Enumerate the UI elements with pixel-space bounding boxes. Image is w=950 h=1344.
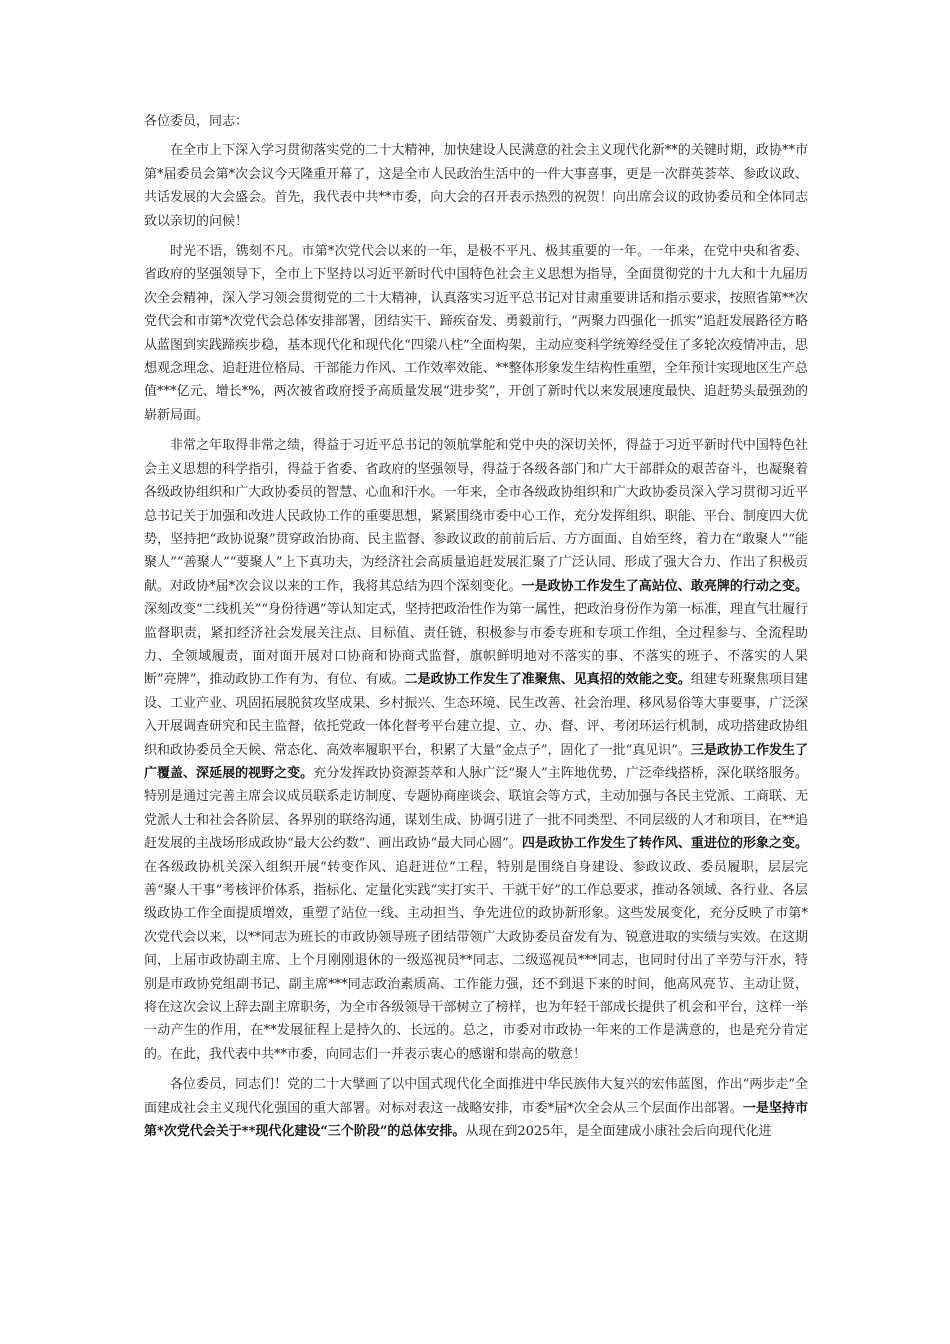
bold-heading-text: 一是坚持市第*次党代会关于**现代化建设“三个阶段”的总体安排。 [144,1100,808,1140]
paragraph [144,1073,808,1143]
paragraph-text: 非常之年取得非常之绩，得益于习近平总书记的领航掌舵和党中央的深切关怀，得益于习近平新时代中国特色社会主义思想的科学指引，得益于省委、省政府的坚强领导，得益于各级各部门和广大干部群众的艰苦奋斗，也凝聚着各级政协组织和广大政协委员的智慧、心血和汗水。一年来，全市各级政协组织和广大政协委员深入学习贯彻习近平总书记关于加强和改进人民政协工作的重要思想，紧紧围绕市委中心工作，充分发挥组织、职能、平台、制度四大优势，坚持把“政协说聚”贯穿政治协商、民主监督、参政议政的前前后后、方方面面、自始至终，着力在“敢聚人”“能聚人”“善聚人”“要聚人”上下真功夫，为经济社会高质量追赶发展汇聚了广泛认同、形成了强大合力、作出了积极贡献。对政协*届*次会议以来的工作，我将其总结为四个深刻变化。 [144,438,808,594]
paragraph-list [144,139,808,1143]
paragraph-text: 时光不语，镌刻不凡。市第*次党代会以来的一年，是极不平凡、极其重要的一年。一年来，在党中央和省委、省政府的坚强领导下，全市上下坚持以习近平新时代中国特色社会主义思想为指导，全面贯彻党的十九大和十九届历次全会精神，深入学习领会贯彻党的二十大精神，认真落实习近平总书记对甘肃重要讲话和指示要求，按照省第**次党代会和市第*次党代会总体安排部署，团结实干、蹄疾奋发、勇毅前行，“两聚力四强化一抓实”追赶发展路径方略从蓝图到实践蹄疾步稳，基本现代化和现代化“四梁八柱”全面构架，主动应变科学统筹经受住了多轮次疫情冲击，思想观念理念、追赶进位格局、干部能力作风、工作效率效能、**整体形象发生结构性重塑，全年预计实现地区生产总值***亿元、增长*%，两次被省政府授予高质量发展“进步奖”，开创了新时代以来发展速度最快、追赶势头最强劲的崭新局面。 [144,244,808,423]
paragraph-text: 各位委员，同志们！党的二十大擘画了以中国式现代化全面推进中华民族伟大复兴的宏伟蓝图，作出“两步走”全面建成社会主义现代化强国的重大部署。对标对表这一战略安排，市委*届*次全会从三个层面作出部署。 [144,1077,808,1116]
bold-heading-text: 二是政协工作发生了准聚焦、见真招的效能之变。 [404,672,691,688]
bold-heading-text: 三是政协工作发生了广覆盖、深延展的视野之变。 [144,742,808,781]
paragraph-text: 充分发挥政协资源荟萃和人脉广泛“聚人”主阵地优势，广泛牵线搭桥，深化联络服务。特别是通过完善主席会议成员联系走访制度、专题协商座谈会、联谊会等方式，主动加强与各民主党派、工商联、无党派人士和社会各阶层、各界别的联络沟通，谋划生成、协调引进了一批不同类型、不同层级的人才和项目，在**追赶发展的主战场形成政协“最大公约数”、画出政协“最大同心圆”。 [144,765,808,852]
paragraph [144,434,808,1066]
paragraph-text: 组建专班聚焦项目建设、工业产业、巩固拓展脱贫攻坚成果、乡村振兴、生态环境、民生改善、社会治理、移风易俗等大事要事，广泛深入开展调查研究和民主监督，依托党政一体化督考平台建立提、立、办、督、评、考闭环运行机制，成功搭建政协组织和政协委员全天候、常态化、高效率履职平台，积累了大量“金点子”，固化了一批“真见识”。 [144,672,808,758]
bold-heading-text: 一是政协工作发生了高站位、敢亮牌的行动之变。 [521,578,808,594]
paragraph-text: 从现在到2025年，是全面建成小康社会后向现代化进 [465,1124,772,1140]
paragraph [144,240,808,427]
paragraph-text: 深刻改变“二线机关”“身份待遇”等认知定式，坚持把政治性作为第一属性，把政治身份作为第一标准，理直气壮履行监督职责，紧扣经济社会发展关注点、目标值、责任链，积极参与市委专班和专项工作组，全过程参与、全流程助力、全领域履责，面对面开展对口协商和协商式监督，旗帜鲜明地对不落实的事、不落实的班子、不落实的人果断“亮牌”，推动政协工作有为、有位、有威。 [144,602,808,688]
paragraph [144,139,808,233]
paragraph-text: 在各级政协机关深入组织开展“转变作风、追赶进位”工程，特别是围绕自身建设、参政议政、委员履职，层层完善“聚人干事”考核评价体系，指标化、定量化实践“实打实干、干就干好”的工作总要求，推动各领域、各行业、各层级政协工作全面提质增效，重塑了站位一线、主动担当、争先进位的政协新形象。这些发展变化，充分反映了市第*次党代会以来，以**同志为班长的市政协领导班子团结带领广大政协委员奋发有为、锐意进取的实绩与实效。在这期间，上届市政协副主席、上个月刚刚退休的一级巡视员**同志、二级巡视员***同志，也同时付出了辛劳与汗水，特别是市政协党组副书记、副主席***同志政治素质高、工作能力强，还不到退下来的时间，他高风亮节、主动让贤，将在这次会议上辞去副主席职务，为全市各级领导干部树立了榜样，也为年轻干部成长提供了机会和平台，这样一举一动产生的作用，在**发展征程上是持久的、长远的。总之，市委对市政协一年来的工作是满意的，也是充分肯定的。在此，我代表中共**市委，向同志们一并表示衷心的感谢和崇高的敬意！ [144,859,808,1062]
bold-heading-text: 四是政协工作发生了转作风、重进位的形象之变。 [521,836,808,852]
document-body [144,110,808,1150]
salutation: 各位委员，同志： [144,114,249,129]
paragraph-text: 在全市上下深入学习贯彻落实党的二十大精神，加快建设人民满意的社会主义现代化新**的关键时期，政协**市第*届委员会第*次会议今天隆重开幕了，这是全市人民政治生活中的一件大事喜事，更是一次群英荟萃、参政议政、共话发展的大会盛会。首先，我代表中共**市委，向大会的召开表示热烈的祝贺！向出席会议的政协委员和全体同志致以亲切的问候！ [144,143,808,229]
